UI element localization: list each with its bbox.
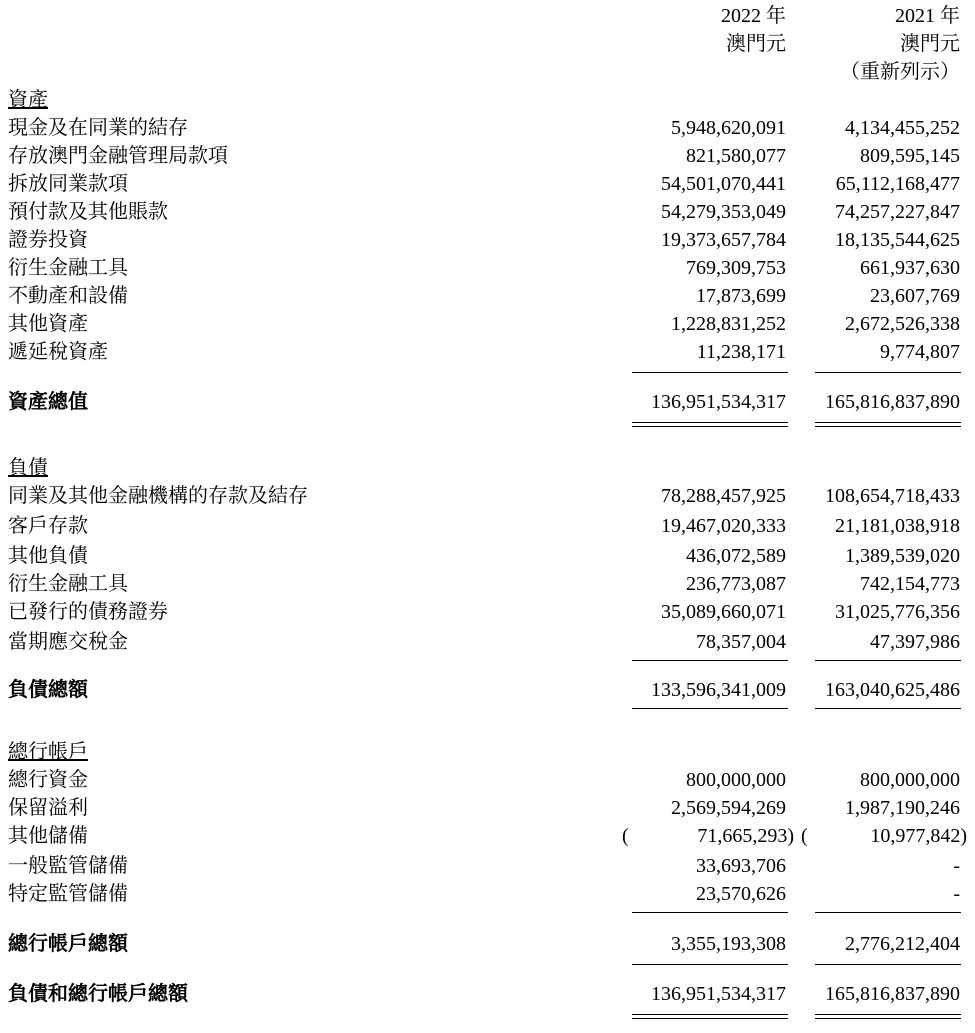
grand-total-label: 負債和總行帳戶總額 (8, 983, 188, 1005)
row-label: 衍生金融工具 (8, 573, 128, 595)
liabilities-total-2021: 163,040,625,486 (825, 679, 960, 701)
subtotal-rule (815, 660, 961, 661)
restated-note: （重新列示） (840, 61, 960, 83)
table-row (0, 226, 975, 254)
open-paren-2022: ( (622, 825, 629, 847)
total-double-rule (632, 1014, 788, 1015)
value-2022: 11,238,171 (696, 341, 786, 363)
value-2021: - (953, 883, 960, 905)
value-2022: 17,873,699 (696, 285, 786, 307)
row-label: 客戶存款 (8, 515, 88, 537)
subtotal-rule (815, 372, 961, 373)
total-rule (632, 708, 788, 709)
value-2022: 800,000,000 (686, 769, 786, 791)
total-double-rule (632, 426, 788, 427)
row-label: 其他資產 (8, 313, 88, 335)
assets-total-label: 資產總值 (8, 391, 88, 413)
subtotal-rule (815, 912, 961, 913)
row-label: 預付款及其他賬款 (8, 201, 168, 223)
value-2022: 54,501,070,441 (661, 173, 786, 195)
value-2022: 19,373,657,784 (661, 229, 786, 251)
table-row (0, 880, 975, 908)
table-row (0, 482, 975, 510)
table-row (0, 142, 975, 170)
subtotal-rule (632, 372, 788, 373)
value-2021: 65,112,168,477 (835, 173, 960, 195)
table-row (0, 766, 975, 794)
value-2021: 809,595,145 (860, 145, 960, 167)
table-row (0, 852, 975, 880)
value-2022: 436,072,589 (686, 545, 786, 567)
total-double-rule (815, 422, 961, 423)
head-office-heading: 總行帳戶 (8, 741, 88, 763)
assets-heading-row (0, 86, 975, 114)
row-label: 特定監管儲備 (8, 883, 128, 905)
currency-2022: 澳門元 (726, 33, 786, 55)
value-2022: 23,570,626 (696, 883, 786, 905)
value-2021: 742,154,773 (860, 573, 960, 595)
table-row (0, 170, 975, 198)
liabilities-heading-row (0, 454, 975, 482)
row-label: 存放澳門金融管理局款項 (8, 145, 228, 167)
value-2021: 74,257,227,847 (835, 201, 960, 223)
table-row (0, 338, 975, 366)
table-row (0, 512, 975, 540)
liabilities-total-2022: 133,596,341,009 (651, 679, 786, 701)
column-header-2022 (626, 2, 786, 58)
value-2021: 661,937,630 (860, 257, 960, 279)
value-2022: 54,279,353,049 (661, 201, 786, 223)
row-label: 其他儲備 (8, 825, 88, 847)
grand-total-2021: 165,816,837,890 (825, 983, 960, 1005)
year-2022: 2022 年 (721, 5, 786, 27)
table-row (0, 198, 975, 226)
open-paren-2021: ( (801, 825, 808, 847)
assets-heading: 資產 (8, 89, 48, 111)
total-double-rule (815, 1014, 961, 1015)
total-rule (815, 708, 961, 709)
row-label: 其他負債 (8, 545, 88, 567)
grand-total-2022: 136,951,534,317 (651, 983, 786, 1005)
value-2021: 21,181,038,918 (835, 515, 960, 537)
currency-2021: 澳門元 (900, 33, 960, 55)
value-2021: - (953, 855, 960, 877)
head-office-heading-row (0, 738, 975, 766)
row-label: 當期應交稅金 (8, 631, 128, 653)
table-row (0, 794, 975, 822)
table-row (0, 822, 975, 850)
value-2021: 9,774,807 (880, 341, 960, 363)
total-double-rule (815, 426, 961, 427)
assets-total-2022: 136,951,534,317 (651, 391, 786, 413)
table-row (0, 254, 975, 282)
row-label: 證券投資 (8, 229, 88, 251)
assets-total-2021: 165,816,837,890 (825, 391, 960, 413)
value-2022: 2,569,594,269 (671, 797, 786, 819)
value-2022: 71,665,293) (697, 825, 794, 847)
value-2022: 78,288,457,925 (661, 485, 786, 507)
head-office-total-2021: 2,776,212,404 (845, 933, 960, 955)
head-office-total-row (0, 930, 975, 958)
value-2021: 4,134,455,252 (845, 117, 960, 139)
head-office-total-2022: 3,355,193,308 (671, 933, 786, 955)
row-label: 總行資金 (8, 769, 88, 791)
value-2021: 1,389,539,020 (845, 545, 960, 567)
row-label: 衍生金融工具 (8, 257, 128, 279)
subtotal-rule (632, 660, 788, 661)
total-double-rule (815, 1018, 961, 1019)
year-2021: 2021 年 (895, 5, 960, 27)
value-2021: 23,607,769 (870, 285, 960, 307)
value-2021: 2,672,526,338 (845, 313, 960, 335)
value-2022: 5,948,620,091 (671, 117, 786, 139)
table-row (0, 570, 975, 598)
liabilities-total-label: 負債總額 (8, 679, 88, 701)
value-2022: 1,228,831,252 (671, 313, 786, 335)
table-row (0, 310, 975, 338)
row-label: 拆放同業款項 (8, 173, 128, 195)
value-2022: 33,693,706 (696, 855, 786, 877)
value-2022: 78,357,004 (696, 631, 786, 653)
value-2021: 18,135,544,625 (835, 229, 960, 251)
subtotal-rule (632, 912, 788, 913)
row-label: 遞延稅資產 (8, 341, 108, 363)
value-2022: 821,580,077 (686, 145, 786, 167)
table-row (0, 114, 975, 142)
row-label: 已發行的債務證券 (8, 601, 168, 623)
liabilities-total-row (0, 676, 975, 704)
table-row (0, 598, 975, 626)
value-2022: 236,773,087 (686, 573, 786, 595)
row-label: 同業及其他金融機構的存款及結存 (8, 485, 308, 507)
assets-total-row (0, 388, 975, 416)
value-2021: 108,654,718,433 (825, 485, 960, 507)
row-label: 保留溢利 (8, 797, 88, 819)
row-label: 現金及在同業的結存 (8, 117, 188, 139)
table-row (0, 628, 975, 656)
value-2022: 769,309,753 (686, 257, 786, 279)
column-header-2021 (800, 2, 960, 86)
value-2021: 47,397,986 (870, 631, 960, 653)
total-double-rule (632, 422, 788, 423)
grand-total-row (0, 980, 975, 1008)
row-label: 一般監管儲備 (8, 855, 128, 877)
liabilities-heading: 負債 (8, 457, 48, 479)
head-office-total-label: 總行帳戶總額 (8, 933, 128, 955)
row-label: 不動產和設備 (8, 285, 128, 307)
total-double-rule (632, 1018, 788, 1019)
value-2022: 35,089,660,071 (661, 601, 786, 623)
table-row (0, 282, 975, 310)
total-rule (632, 964, 788, 965)
value-2022: 19,467,020,333 (661, 515, 786, 537)
table-row (0, 542, 975, 570)
total-rule (815, 964, 961, 965)
value-2021: 1,987,190,246 (845, 797, 960, 819)
value-2021: 31,025,776,356 (835, 601, 960, 623)
value-2021: 800,000,000 (860, 769, 960, 791)
value-2021: 10,977,842) (870, 825, 967, 847)
